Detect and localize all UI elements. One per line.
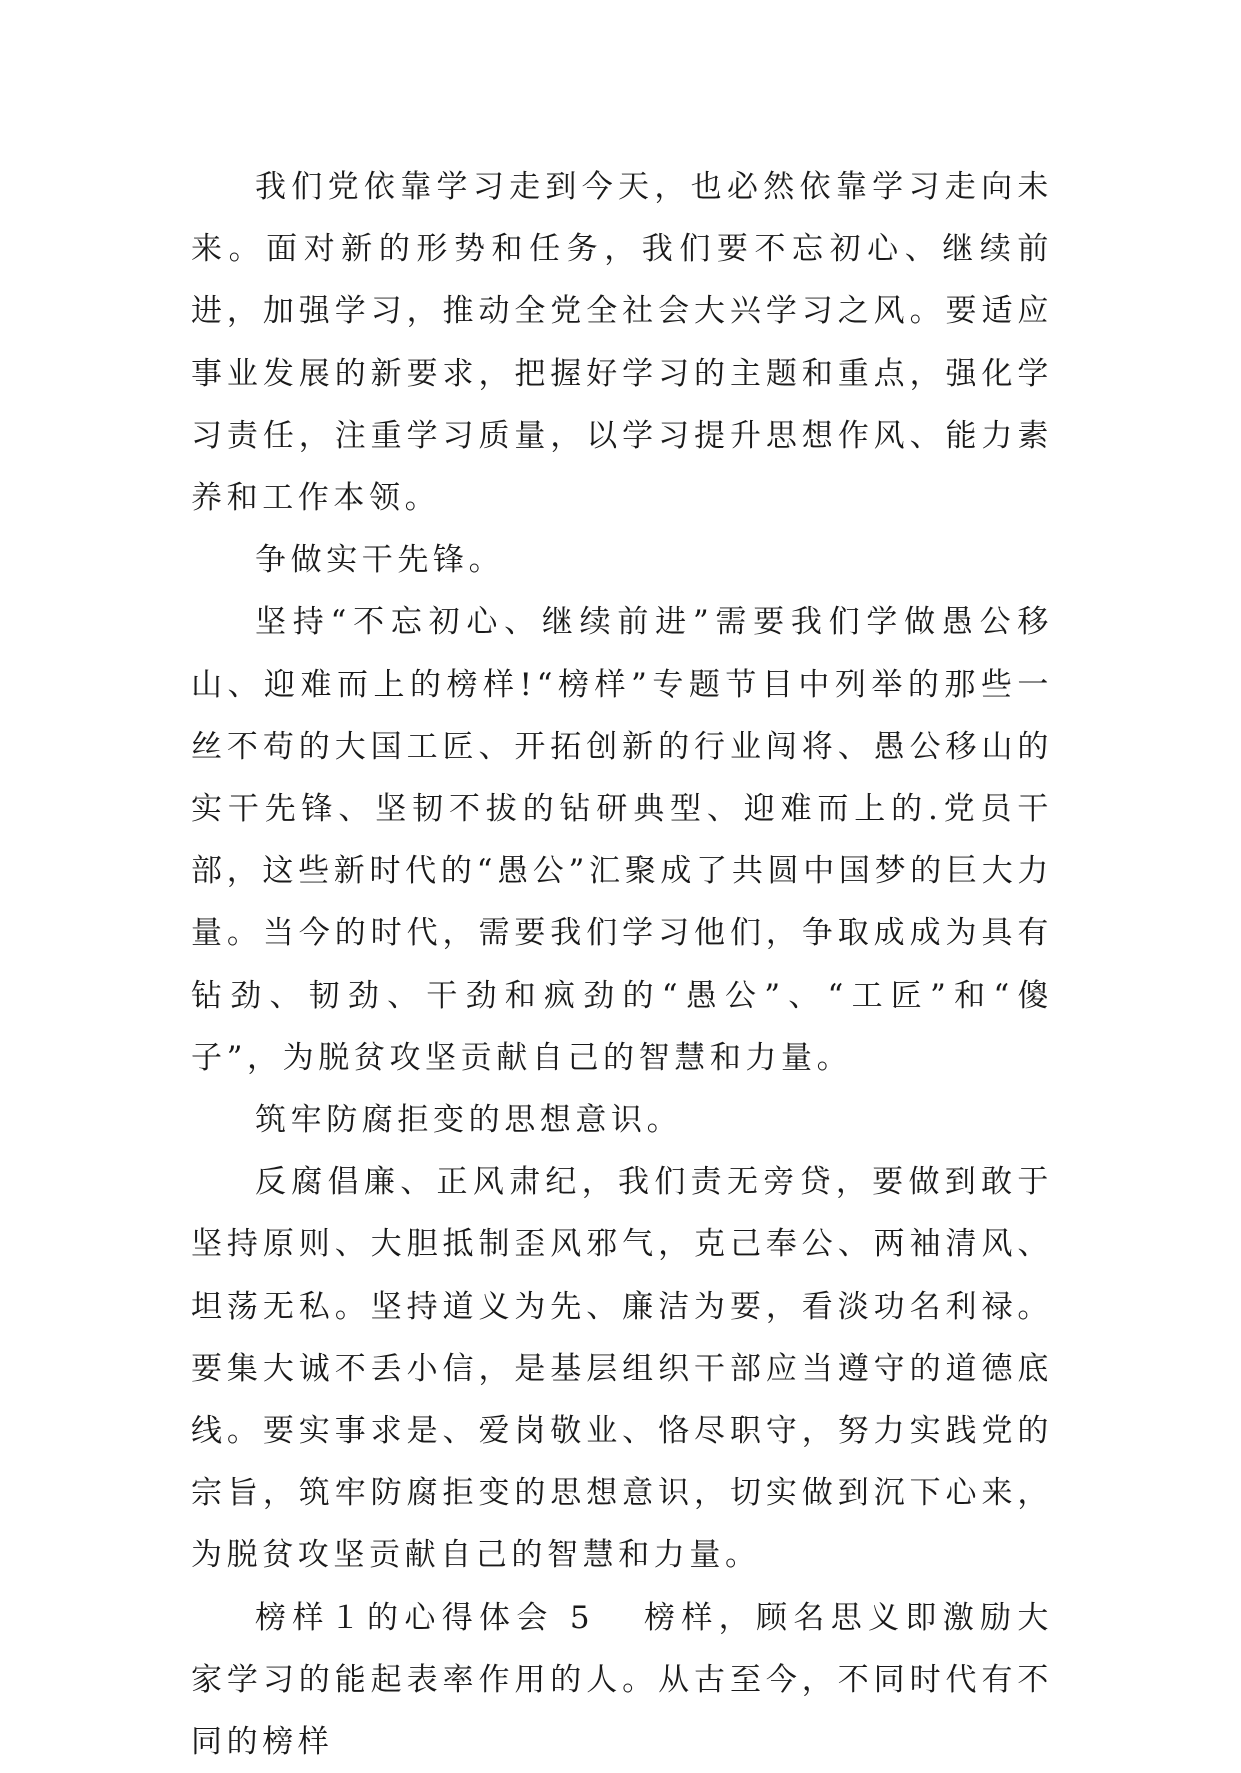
paragraph-heading-anticorruption: 筑牢防腐拒变的思想意识。 (255, 1102, 683, 1139)
paragraph-essay-five (191, 1587, 1053, 1773)
essay-five-body: 榜样，顾名思义即激励大家学习的能起表率作用的人。从古至今，不同时代有不同的榜样 (191, 1599, 1053, 1761)
paragraph-heading-pioneer: 争做实干先锋。 (255, 542, 505, 579)
paragraph-learning: 我们党依靠学习走到今天，也必然依靠学习走向未来。面对新的形势和任务，我们要不忘初心、继续前进，加强学习，推动全党全社会大兴学习之风。要适应事业发展的新要求，把握好学习的主题和重点，强化学习责任，注重学习质量，以学习提升思想作风、能力素养和工作本领。 (191, 169, 1053, 517)
paragraph-role-models: 坚持“不忘初心、继续前进”需要我们学做愚公移山、迎难而上的榜样!“榜样”专题节目中列举的那些一丝不苟的大国工匠、开拓创新的行业闯将、愚公移山的实干先锋、坚韧不拔的钻研典型、迎难而上的.党员干部，这些新时代的“愚公”汇聚成了共圆中国梦的巨大力量。当今的时代，需要我们学习他们，争取成成为具有钻劲、韧劲、干劲和疯劲的“愚公”、“工匠”和“傻子”，为脱贫攻坚贡献自己的智慧和力量。 (191, 604, 1053, 1076)
paragraph-integrity: 反腐倡廉、正风肃纪，我们责无旁贷，要做到敢于坚持原则、大胆抵制歪风邪气，克己奉公、两袖清风、坦荡无私。坚持道义为先、廉洁为要，看淡功名利禄。要集大诚不丢小信，是基层组织干部应当遵守的道德底线。要实事求是、爱岗敬业、恪尽职守，努力实践党的宗旨，筑牢防腐拒变的思想意识，切实做到沉下心来，为脱贫攻坚贡献自己的智慧和力量。 (191, 1164, 1053, 1574)
essay-five-heading: 榜样１的心得体会 5 (255, 1599, 595, 1636)
document-body (191, 156, 1053, 1773)
